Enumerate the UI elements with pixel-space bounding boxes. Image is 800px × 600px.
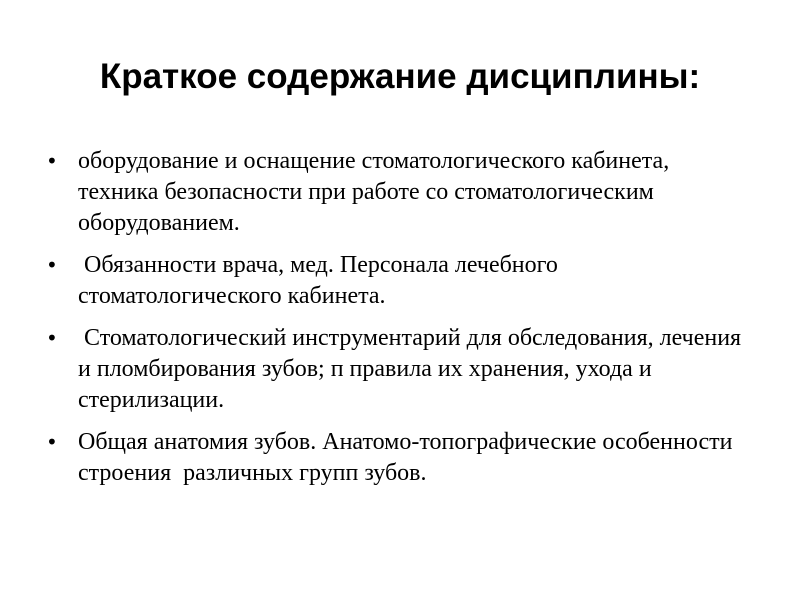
bullet-icon: •: [46, 253, 58, 277]
list-item: [42, 250, 742, 312]
list-item: [42, 427, 742, 489]
list-item-text: оборудование и оснащение стоматологического кабинета, техника безопасности при работе со стоматологическим оборудованием.: [78, 148, 676, 236]
list-item: [42, 323, 748, 416]
bullet-icon: •: [46, 149, 58, 173]
bullet-icon: •: [46, 430, 58, 454]
list-item: [42, 146, 742, 239]
bullet-icon: •: [46, 326, 58, 350]
slide-title: Краткое содержание дисциплины:: [99, 57, 701, 96]
list-item-text: Обязанности врача, мед. Персонала лечебного стоматологического кабинета.: [78, 252, 564, 309]
list-item-text: Стоматологический инструментарий для обследования, лечения и пломбирования зубов; п правила их хранения, ухода и стерилизации.: [78, 325, 748, 413]
bullet-list: [42, 146, 748, 500]
list-item-text: Общая анатомия зубов. Анатомо-топографические особенности строения различных групп зубов.: [78, 429, 739, 486]
